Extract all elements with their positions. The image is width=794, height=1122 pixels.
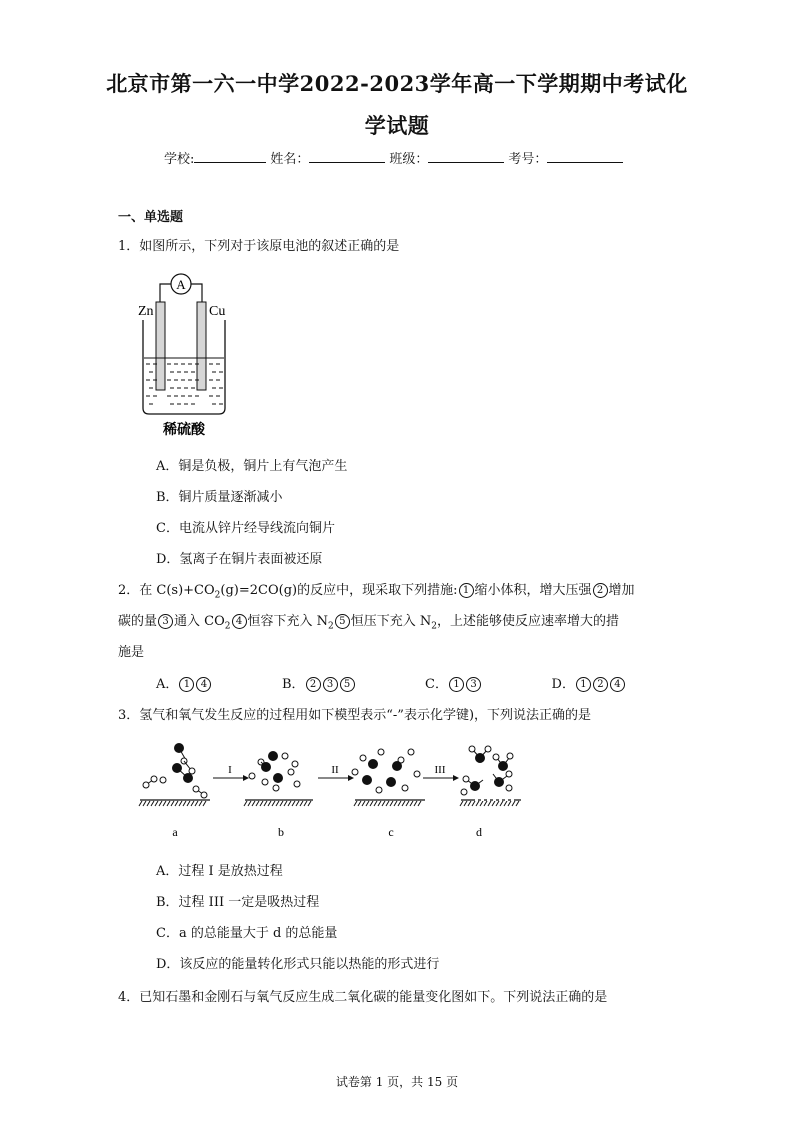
option-letter: A． (156, 677, 179, 692)
class-label: 班级： (389, 152, 429, 167)
hydrogen-atom (360, 755, 366, 761)
circled-number: 1 (449, 677, 464, 692)
hydrogen-atom (273, 785, 279, 791)
option-letter: D． (551, 677, 575, 692)
zinc-electrode (156, 302, 165, 390)
hydrogen-atom (189, 768, 195, 774)
q2-measure-2: 增加 (608, 583, 635, 598)
q2-option-d[interactable] (552, 673, 626, 692)
hydrogen-atom (461, 789, 467, 795)
exam-title-line2: 学试题 (364, 113, 430, 138)
q1-option-d[interactable]: D．氢离子在铜片表面被还原 (156, 552, 323, 567)
school-label: 学校: (164, 152, 195, 167)
circled-number: 1 (576, 677, 591, 692)
q2-measure-5: 恒压下充入 N (350, 614, 432, 629)
exam-number-blank[interactable] (547, 148, 623, 163)
q2-text-d: ，上述能够使反应速率增大的措 (437, 614, 620, 629)
hydrogen-atom (485, 746, 491, 752)
q2-measure-3: 通入 CO (174, 614, 225, 629)
hydrogen-atom (469, 746, 475, 752)
q2-text-c: 碳的量 (118, 614, 158, 629)
q3-reaction-model-figure (135, 736, 535, 844)
oxygen-atom (386, 777, 396, 787)
q2-options (156, 673, 626, 692)
hydrogen-atom (408, 749, 414, 755)
hydrogen-atom (288, 769, 294, 775)
hydrogen-atom (294, 781, 300, 787)
panel-label: a (172, 825, 178, 839)
student-info-row (164, 148, 623, 167)
hydrogen-atom (376, 787, 382, 793)
q2-text-a: 2．在 C(s)+CO (118, 583, 215, 598)
circled-number: 4 (610, 677, 625, 692)
panel-label: b (278, 825, 284, 839)
circled-number: 4 (196, 677, 211, 692)
hydrogen-atom (143, 782, 149, 788)
circled-number: 3 (466, 677, 481, 692)
arrow-head-icon (453, 775, 459, 781)
q3-stem: 3．氢气和氧气发生反应的过程用如下模型表示“-”表示化学键)，下列说法正确的是 (118, 708, 592, 723)
q2-option-c[interactable] (425, 673, 482, 692)
cu-label: Cu (209, 304, 226, 319)
q1-option-b[interactable]: B．铜片质量逐渐减小 (156, 490, 283, 505)
school-blank[interactable] (194, 148, 266, 163)
q3-option-a[interactable]: A．过程 I 是放热过程 (156, 864, 283, 879)
ammeter-label: A (176, 277, 186, 292)
q2-line3: 施是 (118, 645, 145, 660)
circled-number: 3 (323, 677, 338, 692)
q1-option-c[interactable]: C．电流从锌片经导线流向铜片 (156, 521, 335, 536)
oxygen-atom (362, 775, 372, 785)
hydrogen-atom (249, 773, 255, 779)
beaker (143, 320, 225, 414)
hydrogen-atom (352, 769, 358, 775)
q1-option-a[interactable]: A．铜是负极，铜片上有气泡产生 (156, 459, 348, 474)
exam-title-line1: 北京市第一六一中学2022-2023学年高一下学期期中考试化 (106, 71, 688, 96)
hydrogen-atom (262, 779, 268, 785)
class-blank[interactable] (428, 148, 504, 163)
arrow-head-icon (348, 775, 354, 781)
page-footer: 试卷第 1 页，共 15 页 (335, 1075, 459, 1089)
zn-label: Zn (138, 304, 154, 319)
option-letter: B． (281, 677, 305, 692)
q2-measure-1: 缩小体积，增大压强 (474, 583, 592, 598)
hydrogen-atom (414, 771, 420, 777)
copper-electrode (197, 302, 206, 390)
hydrogen-atom (493, 754, 499, 760)
hydrogen-atom (151, 776, 157, 782)
oxygen-atom (268, 751, 278, 761)
circled-number: 1 (179, 677, 194, 692)
hydrogen-atom (402, 785, 408, 791)
hydrogen-atom (201, 792, 207, 798)
oxygen-atom (273, 773, 283, 783)
panel-label: c (388, 825, 394, 839)
q3-option-d[interactable]: D．该反应的能量转化形式只能以热能的形式进行 (156, 957, 440, 972)
oxygen-atom (368, 759, 378, 769)
hydrogen-atom (506, 771, 512, 777)
panel-label: d (476, 825, 482, 839)
circled-number: 2 (306, 677, 321, 692)
q2-line2: 碳的量 3 通入 $CO_2$ 4 恒容下充入 $N_2$ 5 恒压下充入 $N_2$，上述能够使反应速率增大的措 (118, 614, 620, 632)
electrolyte-caption: 稀硫酸 (163, 422, 205, 438)
q3-option-c[interactable]: C．a 的总能量大于 d 的总能量 (156, 926, 338, 941)
q1-galvanic-cell-figure (130, 268, 240, 440)
q1-stem: 1．如图所示，下列对于该原电池的叙述正确的是 (118, 239, 400, 254)
process-label: III (434, 764, 446, 776)
q2-text-b: (g)=2CO(g)的反应中，现采取下列措施: (220, 583, 458, 598)
name-label: 姓名： (270, 152, 310, 167)
q2-measure-4: 恒容下充入 N (247, 614, 329, 629)
hydrogen-atom (507, 753, 513, 759)
hydrogen-atom (506, 785, 512, 791)
exam-number-label: 考号： (508, 152, 548, 167)
process-label: I (228, 764, 232, 776)
oxygen-atom (392, 761, 402, 771)
q2-line1: 2．在 $C(s)+CO_2(g)=2CO(g)$的反应中，现采取下列措施: 1 缩小体积，增大压强 2 增加 (118, 583, 635, 601)
arrow-head-icon (243, 775, 249, 781)
option-letter: C． (425, 677, 448, 692)
name-blank[interactable] (309, 148, 385, 163)
hydrogen-atom (160, 777, 166, 783)
section-title: 一、单选题 (118, 210, 184, 225)
hydrogen-atom (463, 776, 469, 782)
process-label: II (331, 764, 339, 776)
q4-stem: 4．已知石墨和金刚石与氧气反应生成二氧化碳的能量变化图如下。下列说法正确的是 (118, 990, 608, 1005)
hydrogen-atom (193, 786, 199, 792)
hydrogen-atom (378, 749, 384, 755)
hydrogen-atom (282, 753, 288, 759)
hydrogen-atom (292, 761, 298, 767)
circled-number: 5 (340, 677, 355, 692)
q3-option-b[interactable]: B．过程 III 一定是吸热过程 (156, 895, 320, 910)
circled-number: 2 (593, 677, 608, 692)
q2-option-a[interactable] (156, 673, 212, 692)
q2-option-b[interactable] (282, 673, 356, 692)
